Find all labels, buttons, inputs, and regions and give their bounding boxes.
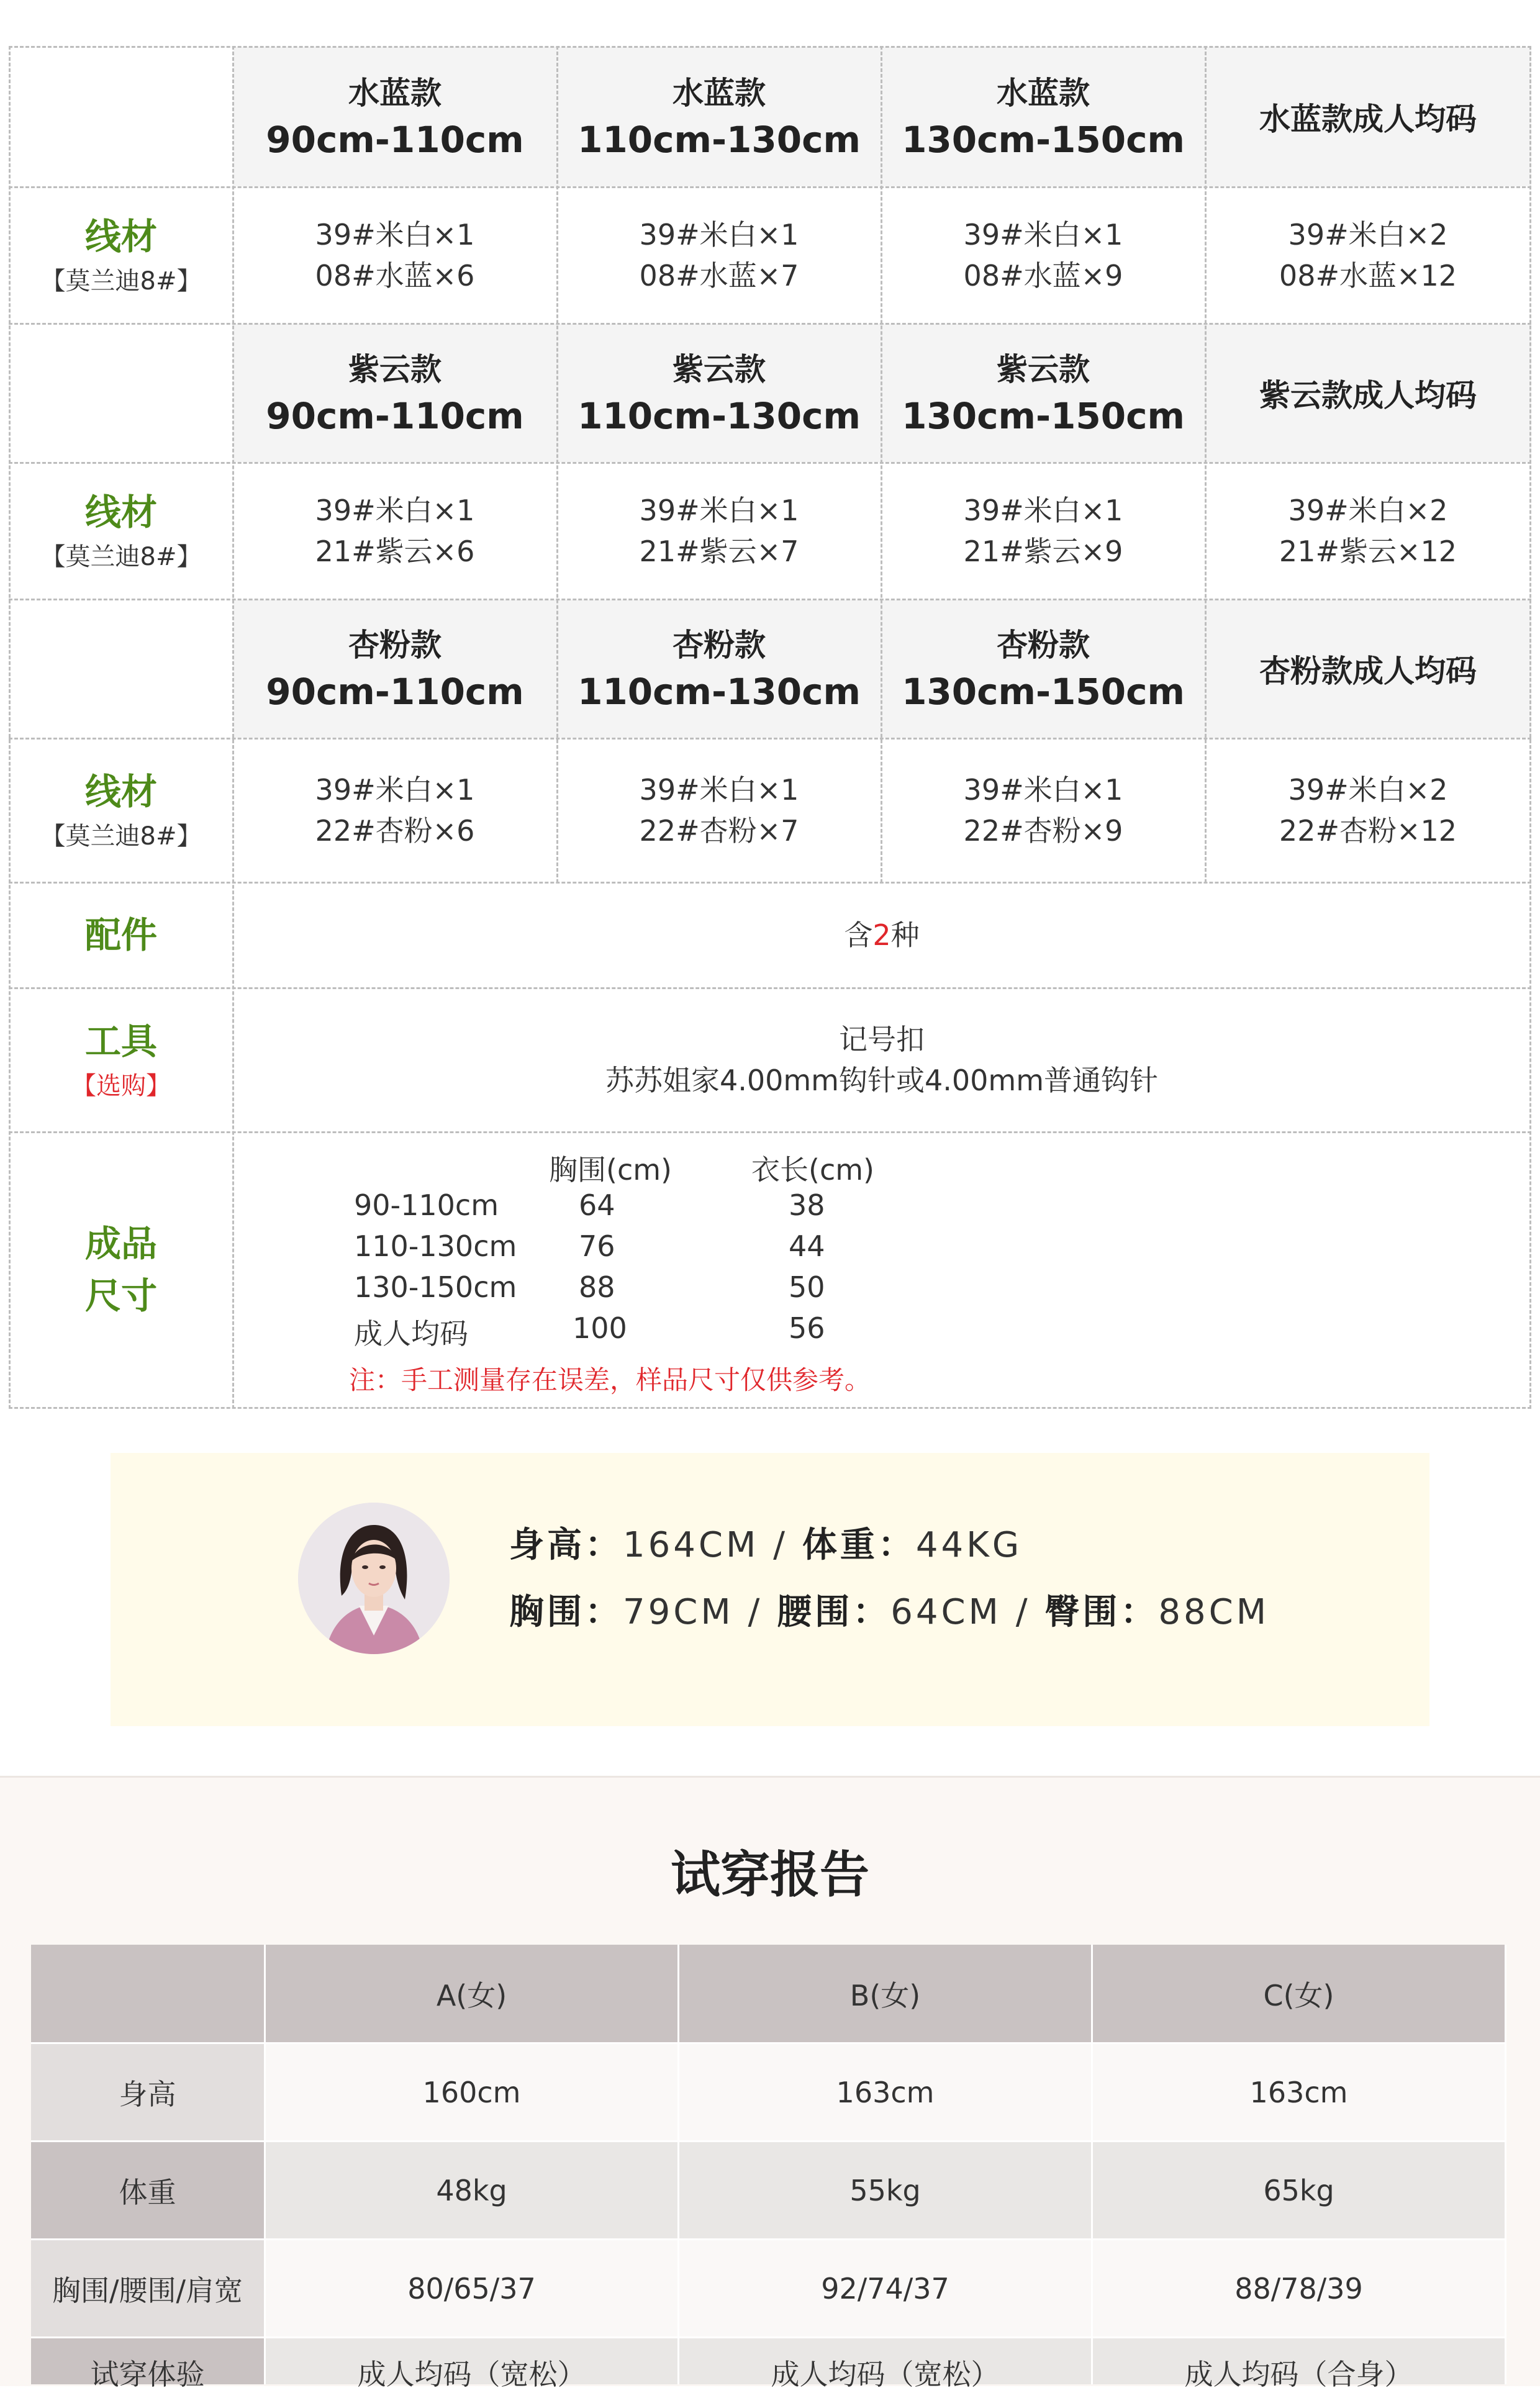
style-name: 杏粉款 bbox=[673, 627, 766, 663]
yarn-line: 39#米白×2 bbox=[1288, 218, 1448, 251]
report-cell: 55kg bbox=[679, 2142, 1093, 2240]
waist-value: 64CM bbox=[890, 1592, 1002, 1632]
length-cell: 56 bbox=[789, 1311, 825, 1345]
size-cell: 成人均码 bbox=[354, 1317, 468, 1350]
finished-label: 尺寸 bbox=[84, 1275, 157, 1317]
yarn-cell bbox=[558, 188, 881, 323]
report-cell: 163cm bbox=[679, 2044, 1093, 2142]
yarn-line: 22#杏粉×9 bbox=[963, 814, 1123, 848]
column-header bbox=[558, 600, 881, 738]
accessories-cell bbox=[233, 883, 1530, 987]
length-column-header: 衣长(cm) bbox=[751, 1153, 874, 1187]
report-cell: 163cm bbox=[1093, 2044, 1506, 2142]
row-label bbox=[10, 463, 232, 599]
size-range: 130cm-150cm bbox=[902, 119, 1185, 161]
yarn-line: 21#紫云×6 bbox=[315, 535, 475, 568]
tools-label: 工具 bbox=[84, 1020, 157, 1062]
model-avatar bbox=[298, 1503, 450, 1654]
size-range: 90cm-110cm bbox=[266, 119, 524, 161]
report-cell: 48kg bbox=[266, 2142, 679, 2240]
model-portrait-image bbox=[298, 1503, 450, 1654]
size-range: 130cm-150cm bbox=[902, 395, 1185, 437]
style-name: 水蓝款 bbox=[673, 75, 766, 111]
yarn-cell bbox=[882, 188, 1205, 323]
model-measurements-line-1 bbox=[509, 1518, 1022, 1567]
measurement-note: 注：手工测量存在误差，样品尺寸仅供参考。 bbox=[349, 1365, 871, 1395]
yarn-line: 39#米白×1 bbox=[963, 494, 1123, 527]
report-cell: 92/74/37 bbox=[679, 2240, 1093, 2338]
yarn-line: 08#水蓝×12 bbox=[1279, 259, 1457, 292]
size-range: 110cm-130cm bbox=[578, 395, 861, 437]
divider bbox=[9, 1131, 1531, 1133]
yarn-line: 39#米白×1 bbox=[963, 218, 1123, 251]
yarn-cell bbox=[1206, 739, 1530, 882]
yarn-line: 39#米白×1 bbox=[639, 218, 799, 251]
size-cell: 110-130cm bbox=[354, 1229, 517, 1263]
report-column-header: B(女) bbox=[679, 1945, 1093, 2044]
tools-line: 苏苏姐家4.00mm钩针或4.00mm普通钩针 bbox=[605, 1064, 1159, 1097]
yarn-line: 39#米白×1 bbox=[315, 218, 475, 251]
chest-cell: 76 bbox=[579, 1229, 615, 1263]
yarn-brand: 【莫兰迪8#】 bbox=[40, 267, 202, 296]
report-cell: 成人均码（合身） bbox=[1093, 2338, 1506, 2384]
yarn-cell bbox=[233, 739, 556, 882]
weight-label: 体重： bbox=[802, 1525, 916, 1565]
yarn-label: 线材 bbox=[84, 491, 157, 533]
column-header bbox=[1206, 324, 1530, 462]
yarn-brand: 【莫兰迪8#】 bbox=[40, 822, 202, 851]
yarn-brand: 【莫兰迪8#】 bbox=[40, 543, 202, 571]
report-corner-cell bbox=[31, 1945, 266, 2044]
style-name: 杏粉款 bbox=[348, 627, 442, 663]
chest-column-header: 胸围(cm) bbox=[549, 1153, 672, 1187]
size-range: 90cm-110cm bbox=[266, 395, 524, 437]
yarn-line: 39#米白×2 bbox=[1288, 773, 1448, 807]
yarn-cell bbox=[558, 739, 881, 882]
chest-label: 胸围： bbox=[509, 1592, 623, 1632]
column-header bbox=[882, 47, 1205, 186]
yarn-label: 线材 bbox=[84, 771, 157, 813]
style-name: 紫云款 bbox=[348, 351, 442, 387]
report-row-label: 体重 bbox=[31, 2142, 266, 2240]
style-name: 水蓝款 bbox=[997, 75, 1090, 111]
report-row-label: 身高 bbox=[31, 2044, 266, 2142]
yarn-line: 39#米白×2 bbox=[1288, 494, 1448, 527]
report-row-label: 试穿体验 bbox=[31, 2338, 266, 2384]
height-label: 身高： bbox=[509, 1525, 623, 1565]
yarn-line: 22#杏粉×7 bbox=[639, 814, 799, 848]
size-range: 90cm-110cm bbox=[266, 671, 524, 713]
separator: / bbox=[773, 1525, 788, 1565]
yarn-cell bbox=[558, 463, 881, 599]
report-column-header: A(女) bbox=[266, 1945, 679, 2044]
row-label bbox=[10, 739, 232, 882]
divider bbox=[9, 1407, 1531, 1409]
fitting-report-title: 试穿报告 bbox=[671, 1846, 869, 1904]
tools-cell bbox=[233, 988, 1530, 1131]
report-cell: 65kg bbox=[1093, 2142, 1506, 2240]
yarn-cell bbox=[233, 188, 556, 323]
yarn-cell bbox=[233, 463, 556, 599]
yarn-cell bbox=[882, 463, 1205, 599]
yarn-line: 39#米白×1 bbox=[963, 773, 1123, 807]
length-cell: 38 bbox=[789, 1188, 825, 1222]
hip-value: 88CM bbox=[1158, 1592, 1270, 1632]
column-header bbox=[1206, 47, 1530, 186]
size-range: 130cm-150cm bbox=[902, 671, 1185, 713]
yarn-line: 39#米白×1 bbox=[315, 494, 475, 527]
height-value: 164CM bbox=[623, 1525, 759, 1565]
tools-line: 记号扣 bbox=[839, 1023, 925, 1056]
report-row-label: 胸围/腰围/肩宽 bbox=[31, 2240, 266, 2338]
accessories-count: 2 bbox=[872, 918, 891, 952]
report-cell: 成人均码（宽松） bbox=[266, 2338, 679, 2384]
waist-label: 腰围： bbox=[777, 1592, 891, 1632]
size-cell: 90-110cm bbox=[354, 1188, 499, 1222]
style-name: 紫云款 bbox=[997, 351, 1090, 387]
chest-value: 79CM bbox=[623, 1592, 734, 1632]
separator: / bbox=[748, 1592, 763, 1632]
row-label bbox=[10, 188, 232, 323]
row-label bbox=[10, 988, 232, 1131]
size-cell: 130-150cm bbox=[354, 1270, 517, 1304]
report-cell: 160cm bbox=[266, 2044, 679, 2142]
length-cell: 50 bbox=[789, 1270, 825, 1304]
length-cell: 44 bbox=[789, 1229, 825, 1263]
hip-label: 臀围： bbox=[1044, 1592, 1159, 1632]
yarn-line: 08#水蓝×7 bbox=[639, 259, 799, 292]
column-header bbox=[233, 47, 556, 186]
style-name: 水蓝款成人均码 bbox=[1259, 101, 1477, 137]
weight-value: 44KG bbox=[915, 1525, 1023, 1565]
report-cell: 88/78/39 bbox=[1093, 2240, 1506, 2338]
yarn-line: 08#水蓝×9 bbox=[963, 259, 1123, 292]
yarn-line: 21#紫云×7 bbox=[639, 535, 799, 568]
finished-label: 成品 bbox=[84, 1223, 157, 1265]
style-name: 紫云款成人均码 bbox=[1259, 378, 1477, 414]
report-column-header: C(女) bbox=[1093, 1945, 1506, 2044]
style-name: 紫云款 bbox=[673, 351, 766, 387]
style-name: 杏粉款成人均码 bbox=[1259, 653, 1477, 689]
chest-cell: 64 bbox=[579, 1188, 615, 1222]
yarn-cell bbox=[1206, 188, 1530, 323]
column-header bbox=[882, 324, 1205, 462]
style-name: 水蓝款 bbox=[348, 75, 442, 111]
yarn-label: 线材 bbox=[84, 215, 157, 258]
column-header bbox=[558, 47, 881, 186]
column-header bbox=[233, 600, 556, 738]
accessories-suffix: 种 bbox=[890, 918, 920, 952]
yarn-cell bbox=[1206, 463, 1530, 599]
report-cell: 成人均码（宽松） bbox=[679, 2338, 1093, 2384]
size-range: 110cm-130cm bbox=[578, 671, 861, 713]
accessories-label: 配件 bbox=[84, 914, 157, 956]
yarn-line: 21#紫云×12 bbox=[1279, 535, 1457, 568]
yarn-line: 39#米白×1 bbox=[315, 773, 475, 807]
yarn-line: 08#水蓝×6 bbox=[315, 259, 475, 292]
separator: / bbox=[1015, 1592, 1031, 1632]
report-cell: 80/65/37 bbox=[266, 2240, 679, 2338]
row-label bbox=[10, 1133, 232, 1407]
tools-optional-note: 【选购】 bbox=[71, 1072, 171, 1100]
column-header bbox=[1206, 600, 1530, 738]
chest-cell: 88 bbox=[579, 1270, 615, 1304]
row-label bbox=[10, 883, 232, 987]
yarn-line: 21#紫云×9 bbox=[963, 535, 1123, 568]
yarn-line: 39#米白×1 bbox=[639, 773, 799, 807]
yarn-cell bbox=[882, 739, 1205, 882]
column-header bbox=[233, 324, 556, 462]
size-range: 110cm-130cm bbox=[578, 119, 861, 161]
yarn-line: 22#杏粉×6 bbox=[315, 814, 475, 848]
accessories-text bbox=[844, 915, 919, 956]
column-header bbox=[558, 324, 881, 462]
yarn-line: 22#杏粉×12 bbox=[1279, 814, 1457, 848]
accessories-prefix: 含 bbox=[844, 918, 873, 952]
chest-cell: 100 bbox=[573, 1311, 627, 1345]
model-measurements-line-2 bbox=[509, 1585, 1269, 1634]
style-name: 杏粉款 bbox=[997, 627, 1090, 663]
yarn-line: 39#米白×1 bbox=[639, 494, 799, 527]
column-header bbox=[882, 600, 1205, 738]
